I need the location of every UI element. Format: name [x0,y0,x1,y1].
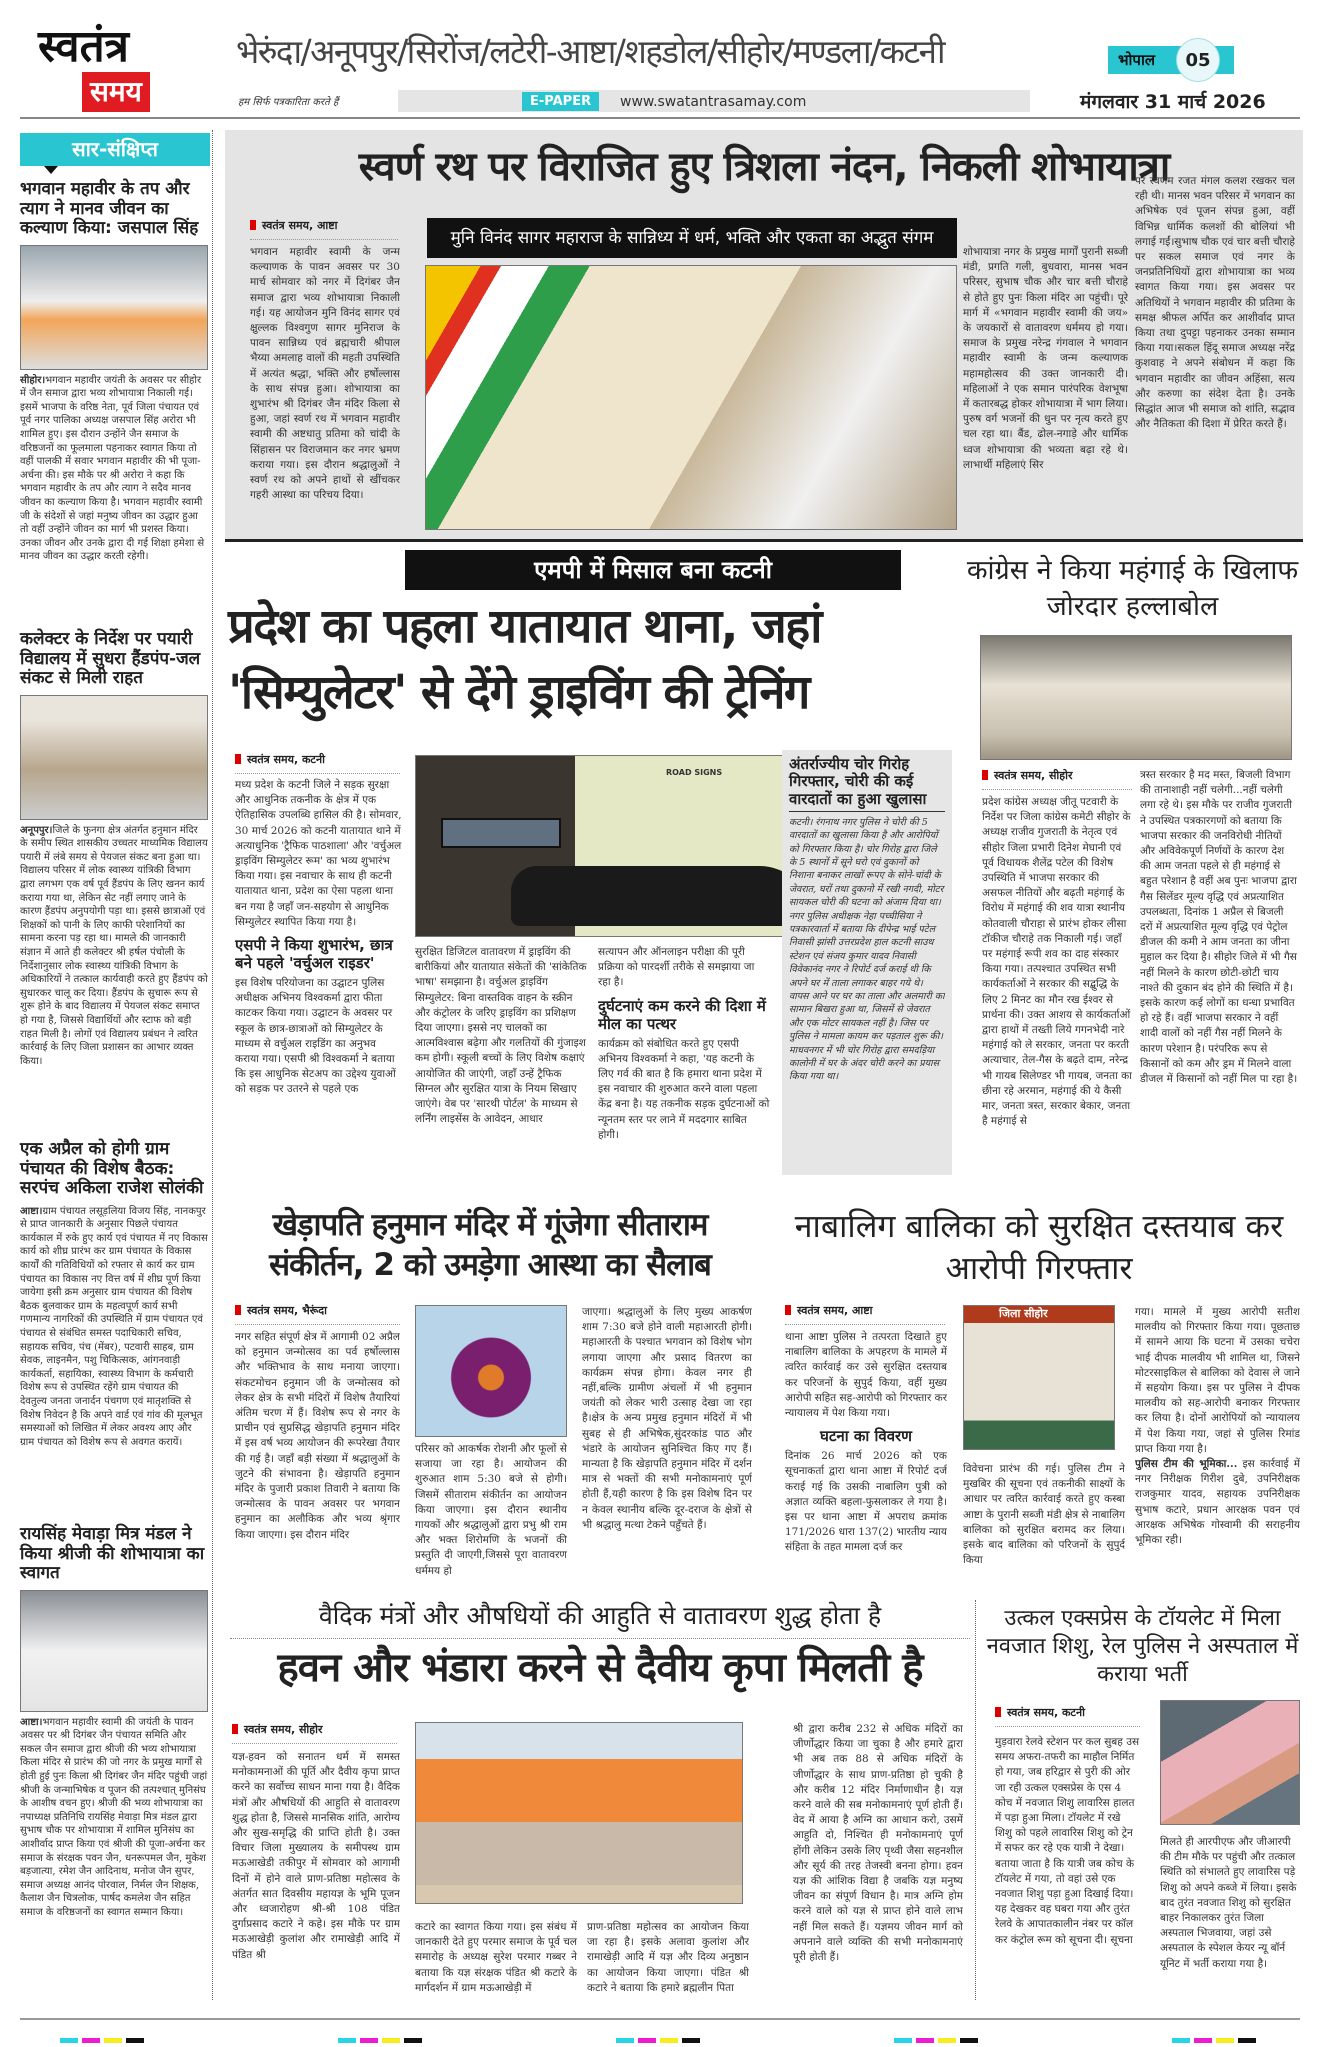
minor-subhead: पुलिस टीम की भूमिका... [1135,1458,1238,1471]
dateline: सीहोर। [20,374,46,386]
minor-text: इस कार्रवाई में नगर निरीक्षक गिरीश दुबे, उपनिरीक्षक राजकुमार यादव, सहायक उपनिरीक्षक सुभाष कटारे, प्रधान आरक्षक पवन एवं आरक्षक अभिषेक गोस्वामी की सराहनीय भूमिका रही। [1135,1458,1300,1547]
hanuman-col2: परिसर को आकर्षक रोशनी और फूलों से सजाया जा रहा है। आयोजन की शुरुआत शाम 5:30 बजे से होगी। जिसमें सीताराम संकीर्तन का आयोजन किया जाएगा। इस दौरान स्थानीय गायकों और श्रद्धालुओं द्वारा प्रभु श्री राम और भक्त शिरोमणि के भजनों की प्रस्तुति दी जाएगी,जिससे पूरा वातावरण धर्ममय हो [415,1443,567,1577]
sidebar-photo [20,1590,208,1712]
congress-col2: त्रस्त सरकार है मद मस्त, बिजली विभाग की तानाशाही नहीं चलेगी...नहीं चलेगी लगा रहे थे। इस मौके पर राजीव गुजराती ने उपस्थित पत्रकारगणों को बताया कि भाजपा सरकार की जनविरोधी नीतियों और अविवेकपूर्ण निर्णयों के कारण देश की आम जनता पहले से ही महंगाई से बहुत परेशान है वहीं अब पुनः भाजपा द्वारा गैस सिलेंडर मूल्य वृद्धि एवं अप्रत्याशित उपलब्धता, दिनांक 1 अप्रैल से बिजली दरों में अप्रत्याशित मूल्य वृद्धि एवं पेट्रोल डीजल की कमी ने आम जनता का जीना मुहाल कर दिया है। सीहोर जिले में भी गैस नहीं मिलने के कारण छोटी-छोटी चाय नाश्ते की दुकान बंद होने की स्थिति में है। इसके कारण कई लोगों का धन्धा प्रभावित हो रहे हैं। वहीं भाजपा सरकार ने वहीं शादी वालों को नहीं गैस नहीं मिलने के कारण परेशान है। परंपरिक रूप से किसानों को कम और ड्रम में मिलने वाला डीजल में किसानों को नहीं मिल पा रहा है। [1140,769,1298,1086]
minor-text: थाना आष्टा पुलिस ने तत्परता दिखाते हुए नाबालिग बालिका के अपहरण के मामले में त्वरित कार्रवाई कर उसे सुरक्षित दस्तयाब कर परिजनों के सुपुर्द किया, वहीं मुख्य आरोपी सहित सह-आरोपी को गिरफ्तार कर न्यायालय में पेश किया गया। [785,1331,947,1420]
byline: स्वतंत्र समय, आष्टा [785,1303,945,1325]
top-story-photo [425,265,957,530]
tagline: हम सिर्फ पत्रकारिता करते हैं [238,97,339,108]
sidebar-text: भगवान महावीर जयंती के अवसर पर सीहोर में जैन समाज द्वारा भव्य शोभायात्रा निकाली गई। इसमें भाजपा के वरिष्ठ नेता, पूर्व जिला पंचायत एवं पूर्व नगर पालिका अध्यक्ष जसपाल सिंह अरोरा भी शामिल हुए। इस दौरान उन्होंने जैन समाज के वरिष्ठजनों का फूलमाला पहनाकर स्वागत किया तो वहीं पालकी में सवार भगवान महावीर की भी पूजा-अर्चना की। इस मौके पर श्री अरोरा ने कहा कि भगवान महावीर के तप और त्याग ने सदैव मानव जीवन का कल्याण किया है। भगवान महावीर स्वामी जी के संदेशों से जहां मनुष्य जीवन का उद्धार हुआ तो वहीं उन्होंने जीवन का मार्ग भी प्रशस्त किया। उनका जीवन और उनके द्वारा दी गई शिक्षा हमेशा से मानव जीवन का उद्धार करती रहेगी। [20,374,205,563]
havan-photo [415,1722,743,1904]
minor-col3 [1135,1305,1300,1580]
logo-bottom: समय [82,72,150,112]
katni-headline-2: 'सिम्युलेटर' से देंगे ड्राइविंग की ट्रेनिंग [228,665,809,720]
havan-col1: यज्ञ-हवन को सनातन धर्म में समस्त मनोकामनाओं की पूर्ति और दैवीय कृपा प्राप्त करने का सर्वोच्च साधन माना गया है। वैदिक मंत्रों और औषधियों की आहुति से वातावरण शुद्ध होता है, जिससे मानसिक शांति, आरोग्य और सुख-समृद्धि की प्राप्ति होती है। उक्त विचार जिला मुख्यालय के समीपस्थ ग्राम मऊआखेडी तकीपुर में सोमवार को आगामी दिनों में होने वाले प्राण-प्रतिष्ठा महोत्सव के अंतर्गत सात दिवसीय महायज्ञ के भूमि पूजन और ध्वजारोहण श्री-श्री 108 पंडित दुर्गाप्रसाद कटारे ने कहे। इस मौके पर ग्राम मऊआखेड़ी कुलांश और रामाखेड़ी आदि में पंडित श्री [232,1751,400,1961]
masthead-rule [20,117,1300,119]
sidebar-item [20,630,208,1096]
minor-col1 [785,1330,947,1580]
edition-name: भोपाल [1118,51,1156,69]
katni-text: इस विशेष परियोजना का उद्घाटन पुलिस अधीक्षक अभिनय विश्वकर्मा द्वारा फीता काटकर किया गया। उद्घाटन के अवसर पर स्कूल के छात्र-छात्राओं को सिम्युलेटर के माध्यम से वर्चुअल राइडिंग का अनुभव कराया गया। एसपी श्री विश्वकर्मा ने बताया कि इस आधुनिक सेटअप का उद्देश्य युवाओं को सड़क पर उतरने से पहले एक [235,977,396,1096]
minor-text: दिनांक 26 मार्च 2026 को एक सूचनाकर्ता द्वारा थाना आष्टा में रिपोर्ट दर्ज कराई गई कि उसकी नाबालिग पुत्री को अज्ञात व्यक्ति बहला-फुसलाकर ले गया है। इस पर थाना आष्टा में अपराध क्रमांक 171/2026 धारा 137(2) भारतीय न्याय संहिता के तहत मामला दर्ज कर [785,1450,947,1554]
minor-col2: विवेचना प्रारंभ की गई। पुलिस टीम ने मुखबिर की सूचना एवं तकनीकी साक्ष्यों के आधार पर त्वरित कार्रवाई करते हुए कस्बा आष्टा के पुरानी सब्जी मंडी क्षेत्र से नाबालिग बालिका को सुरक्षित बरामद कर लिया। इसके बाद बालिका को परिजनों के सुपुर्द किया [963,1463,1125,1567]
logo [38,22,178,118]
havan-col3: प्राण-प्रतिष्ठा महोत्सव का आयोजन किया जा रहा है। इसके अलावा कुलांश और रामाखेड़ी आदि में यज्ञ और दिव्य अनुष्ठान का आयोजन किया जाएगा। पंडित श्री कटारे ने बताया कि हमारे ब्रह्मलीन पिता [587,1921,749,1994]
top-story-col1: भगवान महावीर स्वामी के जन्म कल्याणक के पावन अवसर पर 30 मार्च सोमवार को नगर में दिगंबर जैन समाज द्वारा भव्य शोभायात्रा निकाली गई। यह आयोजन मुनि विनंद सागर एवं क्षुल्लक विश्वगुण सागर मुनिराज के पावन सान्निध्य एवं ब्रह्मचारी श्रीपाल भैय्या अमलाह वालों की महती उपस्थिति में अत्यंत श्रद्धा, भक्ति और हर्षोल्लास के साथ संपन्न हुआ। शोभायात्रा का शुभारंभ श्री दिगंबर जैन मंदिर किला से हुआ, जहां स्वर्ण रथ में भगवान महावीर स्वामी की अष्टधातु प्रतिमा को चांदी के सिंहासन पर विराजमान कर नगर भ्रमण कराया गया। इस दौरान श्रद्धालुओं ने स्वर्ण रथ को अपने हाथों से खींचकर गहरी आस्था का परिचय दिया। [250,246,400,502]
edition-badge [1108,46,1234,74]
road-signs-caption: ROAD SIGNS [666,768,723,777]
byline: स्वतंत्र समय, कटनी [235,752,400,774]
congress-photo [980,635,1292,760]
dateline: अनूपपुर। [20,824,53,836]
footer-rule [20,2018,1300,2020]
sidebar-divider [212,130,213,2000]
epaper-label[interactable]: E-PAPER [522,92,599,111]
top-story-col2: शोभायात्रा नगर के प्रमुख मार्गों पुरानी सब्जी मंडी, प्रगति गली, बुधवारा, मानस भवन परिसर, सुभाष चौक और चार बत्ती चौराहे से होते हुए पुनः किला मंदिर आ पहुंची। पूरे मार्ग में «भगवान महावीर स्वामी की जय» के जयकारों से वातावरण धर्ममय हो गया। समाज के प्रमुख नरेन्द्र गंगवाल ने भगवान महावीर स्वामी के जन्म कल्याणक महामहोत्सव की उक्त जानकारी दी। महिलाओं ने एक समान पारंपरिक वेशभूषा में कतारबद्ध होकर शोभायात्रा में भाग लिया। पुरुष वर्ग भजनों की धुन पर नृत्य करते हुए चल रहा था। बैंड, ढोल-नगाड़े और धार्मिक ध्वज शोभायात्रा की भव्यता बढ़ा रहे थे। लाभार्थी महिलाएं सिर [963,246,1128,471]
hanuman-col1: नगर सहित संपूर्ण क्षेत्र में आगामी 02 अप्रैल को हनुमान जन्मोत्सव का पर्व हर्षोल्लास और भक्तिभाव के साथ मनाया जाएगा। संकटमोचन हनुमान जी के जन्मोत्सव को लेकर क्षेत्र के सभी मंदिरों में विशेष तैयारियां अंतिम चरण में हैं। विशेष रूप से नगर के प्राचीन एवं सुप्रसिद्ध खेड़ापति हनुमान मंदिर में इस वर्ष भव्य आयोजन की रूपरेखा तैयार की गई है। जहाँ बड़ी संख्या में श्रद्धालुओं के जुटने की संभावना है। खेड़ापति हनुमान मंदिर के पुजारी प्रकाश तिवारी ने बताया कि जन्मोत्सव के पावन अवसर पर भगवान हनुमान का अलौकिक और भव्य श्रृंगार किया जाएगा। इस दौरान मंदिर [235,1331,400,1541]
minor-subhead: घटना का विवरण [819,1427,913,1446]
katni-subhead: दुर्घटनाएं कम करने की दिशा में मील का पत्थर [598,996,766,1033]
minor-photo [963,1305,1115,1450]
havan-headline: हवन और भंडारा करने से दैवीय कृपा मिलती है [277,1645,923,1691]
top-story-headline: स्वर्ण रथ पर विराजित हुए त्रिशला नंदन, निकली शोभायात्रा [358,144,1170,190]
edition-cities: भेरुंदा/अनूपपुर/सिरोंज/लटेरी-आष्टा/शहडोल/सीहोर/मण्डला/कटनी [236,32,945,71]
sidebar-text: भगवान महावीर स्वामी की जयंती के पावन अवसर पर श्री दिगंबर जैन पंचायत समिति और सकल जैन समाज द्वारा श्रीजी की भव्य शोभायात्रा किला मंदिर से प्रारंभ की जो नगर के प्रमुख मार्गों से होती हुई पुनः किला श्री दिगंबर जैन मंदिर पहुंची जहां श्रीजी के जन्माभिषेक व पूजन की तत्पश्चात् मुनिसंघ के आशीष वचन हुए। श्रीजी की भव्य शोभायात्रा का नपाध्यक्ष प्रतिनिधि रायसिंह मेवाड़ा मित्र मंडल द्वारा सुभाष चौक पर शोभायात्रा में शामिल मुनिसंघ का आशीर्वाद प्राप्त किया एवं श्रीजी की पूजा-अर्चना कर समाज के संरक्षक पवन जैन, धनरूपमल जैन, मुकेश बड़जात्या, रमेश जैन आदिनाथ, मनोज जैन सुपर, समाज अध्यक्ष आनंद पोरवाल, निर्मल जैन शिक्षक, कैलाश जैन चित्रलोक, पार्षद कमलेश जैन सहित समाज के वरिष्ठजनों का स्वागत सम्मान किया। [20,1716,208,1918]
havan-kicker: वैदिक मंत्रों और औषधियों की आहुति से वातावरण शुद्ध होता है [230,1598,970,1639]
sidebar-headline: एक अप्रैल को होगी ग्राम पंचायत की विशेष बैठक: सरपंच अकिला राजेश सोलंकी [20,1139,204,1199]
motorcycle-image [511,866,811,926]
katni-text: सत्यापन और ऑनलाइन परीक्षा की पूरी प्रक्रिया को पारदर्शी तरीके से समझाया जा रहा है। [598,946,755,989]
sidebar-photo [20,245,208,370]
byline: स्वतंत्र समय, भैरूंदा [235,1303,400,1325]
theft-headline: अंतर्राज्यीय चोर गिरोह गिरफ्तार, चोरी की कई वारदातों का हुआ खुलासा [789,756,945,812]
katni-kicker: एमपी में मिसाल बना कटनी [405,550,901,590]
congress-headline: कांग्रेस ने किया महंगाई के खिलाफ जोरदार हल्लाबोल [966,555,1299,622]
sidebar-headline: भगवान महावीर के तप और त्याग ने मानव जीवन का कल्याण किया: जसपाल सिंह [20,179,199,239]
issue-date: मंगलवार 31 मार्च 2026 [1080,91,1266,113]
katni-col3 [598,945,770,1177]
hanuman-headline: खेड़ापति हनुमान मंदिर में गूंजेगा सीताराम संकीर्तन, 2 को उमड़ेगा आस्था का सैलाब [269,1207,711,1283]
hanuman-photo [415,1305,567,1437]
dateline: आष्टा। [20,1205,43,1217]
theft-box [782,750,952,1175]
column-divider [975,1600,976,2000]
top-story-banner: मुनि विनंद सागर महाराज के सान्निध्य में धर्म, भक्ति और एकता का अद्भुत संगम [427,218,957,258]
simulator-screen [441,818,561,848]
sidebar-item [20,180,208,596]
congress-col1: प्रदेश कांग्रेस अध्यक्ष जीतू पटवारी के निर्देश पर जिला कांग्रेस कमेटी सीहोर के अध्यक्ष राजीव गुजराती के नेतृत्व एवं सीहोर जिला प्रभारी दिनेश मेघानी एवं पूर्व विधायक शैलेंद्र पटेल की विशेष उपस्थिति में भाजपा सरकार की असफल नीतियों और बढ़ती महंगाई के विरोध में महंगाई की शव यात्रा स्थानीय कोतवाली चौराहा से प्रारंभ होकर लीसा टॉकीज चौराहे तक निकाली गई। जहाँ पर महंगाई रूपी शव का दाह संस्कार किया गया। तत्पश्चात उपस्थित सभी कार्यकर्ताओं ने सरकार की सद्बुद्धि के लिए 2 मिनट का मौन रख ईश्वर से प्रार्थना की। उक्त आशय से कार्यकर्ताओं द्वारा हाथों में तख्ती लिये गगनभेदी नारे महंगाई को ले सरकार, जनता पर करती अत्याचार, तेल-गैस के बढ़ते दाम, नरेन्द्र भी गायब सिलेण्डर भी गायब, जनता का छीना रहे अरमान, महंगाई की ये कैसी मार, जनता त्रस्त, सरकार बेकार, जनता है महंगाई से [982,796,1132,1128]
top-story-col3: पर स्वर्णम रजत मंगल कलश रखकर चल रही थी। मानस भवन परिसर में भगवान का अभिषेक एवं पूजन संपन्न हुआ, वहीं विभिन्न धार्मिक कलशों की बोलियां भी लगाई गईं।सुभाष चौक एवं चार बत्ती चौराहे पर सकल समाज एवं नगर के जनप्रतिनिधियों द्वारा शोभायात्रा का भव्य स्वागत किया गया। इस अवसर पर अतिथियों ने भगवान महावीर की प्रतिमा के समक्ष श्रीफल अर्पित कर आशीर्वाद प्राप्त किया तथा दुपट्टा पहनाकर उनका सम्मान किया गया।सकल हिंदू समाज अध्यक्ष नरेंद्र कुशवाह ने अपने संबोधन में कहा कि भगवान महावीर का जीवन अहिंसा, सत्य और करुणा का संदेश देता है। उनके सिद्धांत आज भी समाज को शांति, सद्भाव और नैतिकता की दिशा में प्रेरित करते हैं। [1135,175,1295,431]
sidebar-item [20,1140,208,1505]
website-link[interactable]: www.swatantrasamay.com [620,94,807,110]
katni-text: कार्यक्रम को संबोधित करते हुए एसपी अभिनय विश्वकर्मा ने कहा, 'यह कटनी के लिए गर्व की बात है कि हमारा थाना प्रदेश में इस नवाचार की शुरुआत करने वाला पहला केंद्र बना है। यह तकनीक सड़क दुर्घटनाओं को न्यूनतम स्तर पर लाने में मददगार साबित होगी। [598,1037,770,1141]
sidebar-item [20,1525,208,1971]
katni-text: मध्य प्रदेश के कटनी जिले ने सड़क सुरक्षा और आधुनिक तकनीक के क्षेत्र में एक ऐतिहासिक उपलब्धि हासिल की है। सोमवार, 30 मार्च 2026 को कटनी यातायात थाने में अत्याधुनिक 'ट्रैफिक पाठशाला' और 'वर्चुअल ड्राइविंग सिम्युलेटर रूम' का भव्य शुभारंभ किया गया। इस नवाचार के साथ ही कटनी यातायात थाना, प्रदेश का ऐसा पहला थाना बन गया है जहाँ जन-सहयोग से आधुनिक सिम्युलेटर स्थापित किया गया है। [235,779,402,928]
baby-col1: मुड़वारा रेलवे स्टेशन पर कल सुबह उस समय अफरा-तफरी का माहौल निर्मित हो गया, जब हरिद्वार से पुरी की ओर जा रही उत्कल एक्सप्रेस के एस 4 कोच में नवजात शिशु लावारिस हालत में पड़ा हुआ मिला। टॉयलेट में रखे शिशु को पहले लावारिस शिशु को ट्रेन में सफर कर रहे एक यात्री ने देखा। बताया जाता है कि यात्री जब कोच के टॉयलेट में गया, तो वहां उसे एक नवजात शिशु पड़ा हुआ दिखाई दिया। यह देखकर वह घबरा गया और तुरंत रेलवे के आपातकालीन नंबर पर कॉल कर कंट्रोल रूम को सूचना दी। सूचना [995,1736,1140,1946]
sidebar-text: ग्राम पंचायत लसूड़लिया विजय सिंह, नानकपुर से प्राप्त जानकारी के अनुसार पिछले पंचायत कार्यकाल में रुके हुए कार्य एवं पंचायत में नए विकास कार्य को शीघ्र प्रारंभ कर ग्राम पंचायत के विकास कार्यों की गतिविधियों को रफ्तार से कार्य कर ग्राम पंचायत का विकास नए वित्त वर्ष में शीघ्र पूर्ण किया जायेगा इसी क्रम अनुसार ग्राम पंचायत की विशेष बैठक बुलवाकर ग्राम के महत्वपूर्ण कार्य सभी गणमान्य नागरिकों की उपस्थिति में ग्राम पंचायत एवं पंचायत से संबंधित समस्त पदाधिकारी सचिव, सहायक सचिव, पंच (मेंबर), पटवारी साहब, ग्राम सेवक, लाइनमैन, पशु चिकित्सक, आंगनवाड़ी कार्यकर्ता, सहायिका, स्वास्थ्य विभाग के कर्मचारी विशेष रूप से उपस्थित रहेंगे ग्राम पंचायत की देवतुल्य जनता जनार्दन पंचगण एवं मातृशक्ति से विशेष निवेदन है कि अपने वार्ड एवं गांव की मूलभूत समस्याओं को लिखित में लेकर अवश्य आए और ग्राम पंचायत को विशेष रूप से अवगत करायें। [20,1205,208,1448]
baby-photo [1160,1700,1300,1825]
police-sign: जिला सीहोर [999,1307,1048,1320]
katni-col2: सुरक्षित डिजिटल वातावरण में ड्राइविंग की बारीकियां और यातायात संकेतों की 'सांकेतिक भाषा' समझाना है। वर्चुअल ड्राइविंग सिम्युलेटर: बिना वास्तविक वाहन के स्क्रीन और कंट्रोलर के जरिए ड्राइविंग का प्रशिक्षण दिया जाएगा। इससे नए चालकों का आत्मविश्वास बढ़ेगा और गलतियों की गुंजाइश कम होगी। स्कूली बच्चों के लिए विशेष कक्षाएं आयोजित की जाएंगी, जहाँ उन्हें ट्रैफिक सिग्नल और सुरक्षित यात्रा के नियम सिखाए जाएंगे। वेब पर 'सारथी पोर्टल' के माध्यम से लर्निंग लाइसेंस के आवेदन, आधार [415,946,587,1126]
top-story [225,130,1303,542]
dateline: आष्टा। [20,1716,43,1728]
sidebar-photo [20,695,208,820]
sidebar-headline: रायसिंह मेवाड़ा मित्र मंडल ने किया श्रीजी की शोभायात्रा का स्वागत [20,1524,205,1584]
katni-headline-1: प्रदेश का पहला यातायात थाना, जहां [228,599,821,654]
sidebar-section-title: सार-संक्षिप्त [20,133,210,166]
registration-marks [60,2028,1260,2047]
sidebar-text: जिले के फुनगा क्षेत्र अंतर्गत हनुमान मंदिर के समीप स्थित शासकीय उच्चतर माध्यमिक विद्यालय पयारी में लंबे समय से पेयजल संकट बना हुआ था। विद्यालय परिसर में लोक स्वास्थ्य यांत्रिकी विभाग द्वारा लगभग एक वर्ष पूर्व हैंडपंप के लिए खनन कार्य कराया गया था, लेकिन सेट नहीं लगाए जाने के कारण हैंडपंप अनुपयोगी पड़ा था। इससे छात्राओं एवं शिक्षकों को पानी के लिए काफी परेशानियों का सामना करना पड़ रहा था। मामले की जानकारी संज्ञान में आते ही कलेक्टर श्री हर्षल पंचोली के निर्देशानुसार लोक स्वास्थ्य यांत्रिकी विभाग के अधिकारियों ने तत्काल कार्यवाही करते हुए हैंडपंप को सुधारकर चालू कर दिया। हैंडपंप के सुचारू रूप से शुरू होने के बाद विद्यालय में पेयजल संकट समाप्त हो गया है, जिससे विद्यार्थियों और स्टाफ को बड़ी राहत मिली है। लोगों एवं विद्यालय प्रबंधन ने त्वरित कार्रवाई के लिए जिला प्रशासन का आभार व्यक्त किया। [20,824,208,1067]
page-number: 05 [1176,38,1220,82]
havan-col2: कटारे का स्वागत किया गया। इस संबंध में जानकारी देते हुए परमार समाज के पूर्व चल समारोह के अध्यक्ष सुरेश परमार गब्बर ने बताया कि यज्ञ संरक्षक पंडित श्री कटारे के मार्गदर्शन में ग्राम मऊआखेड़ी में [415,1921,577,1994]
katni-subhead: एसपी ने किया शुभारंभ, छात्र बने पहले 'वर्चुअल राइडर' [235,936,393,973]
logo-top: स्वतंत्र [38,21,129,72]
byline: स्वतंत्र समय, सीहोर [982,768,1132,790]
minor-text: गया। मामले में मुख्य आरोपी सतीश मालवीय को गिरफ्तार किया गया। पूछताछ में सामने आया कि घटना में उसका चचेरा भाई दीपक मालवीय भी शामिल था, जिसने मोटरसाइकिल से बालिका को देवास ले जाने में सहयोग किया। इस पर पुलिस ने दीपक मालवीय को सह-आरोपी बनाकर गिरफ्तार कर लिया है। दोनों आरोपियों को न्यायालय में पेश किया गया, जहां से पुलिस रिमांड प्राप्त किया गया है। [1135,1306,1300,1455]
theft-text: कटनी। रंगनाथ नगर पुलिस ने चोरी की 5 वारदातों का खुलासा किया है और आरोपियों को गिरफ्तार किया है। चोर गिरोह द्वारा जिले के 5 स्थानों में सूने घरो एवं दुकानों को निशाना बनाकर लाखों रूपए के सोने-चांदी के जेवरात, घरों तथा दुकानो में रखी नगदी, मोटर सायकल चोरी की घटना को अंजाम दिया था। नगर पुलिस अधीक्षक नेहा पच्चीसिया ने पत्रकारवार्ता में बताया कि दीपेन्द्र भाई पटेल निवासी झांसी उत्तरप्रदेश हाल कटनी साउथ स्टेशन एवं संजय कुमार यादव निवासी विवेकानंद नगर ने रिपोर्ट दर्ज कराई थी कि अपने घर में ताला लगाकर बाहर गये थे। वापस आने पर घर का ताला और अलमारी का सामान बिखरा हुआ था, जिसमें से जेवरात और एक मोटर सायकल नहीं है। जिस पर पुलिस ने मामला कायम कर पड़ताल शुरू की। माधवनगर में भी चोर गिरोह द्वारा समदड़िया कालोनी में घर के अंदर चोरी करने का प्रयास किया गया था। [789,816,945,1083]
katni-col1 [235,778,403,1178]
masthead [0,0,1318,122]
minor-headline: नाबालिग बालिका को सुरक्षित दस्तयाब कर आरोपी गिरफ्तार [794,1207,1284,1287]
havan-col4: श्री द्वारा करीब 232 से अधिक मंदिरों का जीर्णोद्धार किया जा चुका है और हमारे द्वारा भी अब तक 88 से अधिक मंदिरों के जीर्णोद्धार के साथ प्राण-प्रतिष्ठा हो चुकी है और करीब 12 मंदिर निर्माणाधीन है। यज्ञ करने वाले की सब मनोकामनाएं पूर्ण होती हैं। वेद में आया है अग्नि का आधान करो, उसमें आहुति दो, निश्चित ही मनोकामनाएं पूर्ण होंगी लेकिन उसके लिए पृथ्वी जैसा सहनशील और सूर्य की तरह तेजस्वी बनना होगा। हवन यज्ञ की आंशिक विद्या है जबकि यज्ञ मनुष्य जीवन का संपूर्ण विधान है। मात्र अग्नि होम करने वाले को यज्ञ से प्राप्त होने वाले लाभ नहीं मिल सकते हैं। यज्ञमय जीवन मार्ग को अपनाने वाले व्यक्ति की सभी मनोकामनाएं पूरी होती हैं। [793,1723,963,1964]
byline: स्वतंत्र समय, कटनी [995,1705,1140,1727]
hanuman-col3: जाएगा। श्रद्धालुओं के लिए मुख्य आकर्षण शाम 7:30 बजे होने वाली महाआरती होगी। महाआरती के पश्चात भगवान को विशेष भोग लगाया जाएगा और प्रसाद वितरण का कार्यक्रम संपन्न होगा। केवल नगर ही नहीं,बल्कि ग्रामीण अंचलों में भी हनुमान जयंती को लेकर भारी उत्साह देखा जा रहा है।क्षेत्र के अन्य प्रमुख हनुमान मंदिरों में भी सुबह से ही अभिषेक,सुंदरकांड पाठ और भंडारे के आयोजन सुनिश्चित किए गए हैं। मान्यता है कि खेड़ापति हनुमान मंदिर में दर्शन मात्र से भक्तों की सभी मनोकामनाएं पूर्ण होती हैं,यही कारण है कि इस विशेष दिन पर न केवल स्थानीय बल्कि दूर-दराज के क्षेत्रों से भी श्रद्धालु मत्था टेकने पहुँचते हैं। [582,1306,752,1531]
byline: स्वतंत्र समय, सीहोर [232,1722,397,1744]
baby-headline: उत्कल एक्सप्रेस के टॉयलेट में मिला नवजात शिशु, रेल पुलिस ने अस्पताल में कराया भर्ती [986,1606,1299,1687]
byline: स्वतंत्र समय, आष्टा [250,218,398,240]
sidebar-headline: कलेक्टर के निर्देश पर पयारी विद्यालय में सुधरा हैंडपंप-जल संकट से मिली राहत [20,629,201,689]
baby-col2: मिलते ही आरपीएफ और जीआरपी की टीम मौके पर पहुंची और तत्काल स्थिति को संभालते हुए लावारिस पड़े शिशु को अपने कब्जे में लिया। इसके बाद तुरंत नवजात शिशु को सुरक्षित बाहर निकालकर तुरंत जिला अस्पताल भिजवाया, जहां उसे अस्पताल के स्पेशल केयर न्यू बॉर्न यूनिट में भर्ती कराया गया है। [1160,1836,1297,1970]
